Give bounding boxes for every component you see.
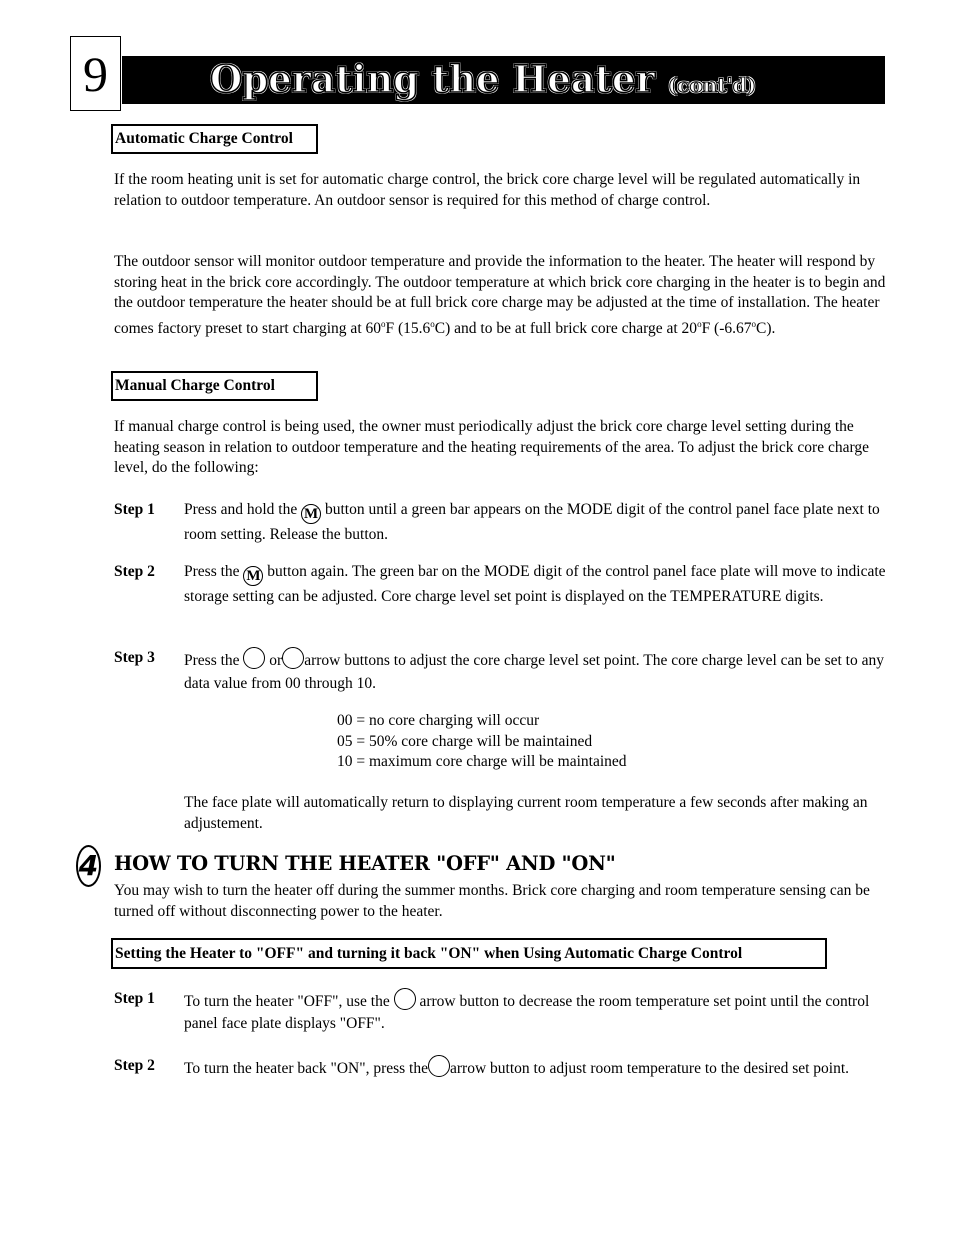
automatic-para-1	[114, 170, 889, 211]
degree-mark-1: o	[381, 319, 386, 330]
off-step-1-text	[184, 988, 889, 1035]
off-on-automatic-label: Setting the Heater to "OFF" and turning it back "ON" when Using Automatic Charge Control	[111, 938, 827, 969]
degree-mark-4: o	[751, 319, 757, 330]
manual-step-1-text	[184, 499, 889, 545]
off-step-1-after: arrow button to decrease the room temperature set point until the control panel face plate displays "OFF".	[184, 993, 870, 1032]
automatic-para-2-text	[114, 252, 889, 340]
off-step-1-before: To turn the heater "OFF", use the	[184, 993, 394, 1010]
step-3-after: arrow buttons to adjust the core charge level set point. The core charge level can be set to any data value from 00 through 10.	[184, 652, 884, 692]
on-step-2-text	[184, 1055, 889, 1080]
section4-intro	[114, 881, 889, 922]
charge-level-item: 05 = 50% core charge will be maintained	[337, 732, 593, 750]
off-step-1-label: Step 1	[114, 990, 155, 1007]
charge-level-item: 00 = no core charging will occur	[337, 712, 540, 729]
step-1-before: Press and hold the	[184, 501, 302, 518]
step-3-middle: or	[265, 652, 283, 669]
down-arrow-button-icon	[394, 988, 416, 1010]
manual-step-2-label: Step 2	[114, 563, 155, 580]
manual-step-3-text	[184, 647, 889, 695]
down-arrow-button-icon	[282, 647, 304, 669]
faceplate-note-text: The face plate will automatically return to displaying current room temperature a few seconds after making an adjustement.	[184, 794, 868, 832]
para2-part-c: C) and to be at full brick core charge at 20	[434, 320, 698, 338]
degree-mark-2: o	[430, 319, 435, 330]
page-title-suffix: (cont'd)	[667, 73, 757, 97]
automatic-para-2	[114, 252, 889, 340]
manual-intro	[114, 417, 889, 479]
mode-button-icon: M	[301, 504, 321, 524]
automatic-para-1-text: If the room heating unit is set for automatic charge control, the brick core charge level will be regulated automatically in relation to outdoor temperature. An outdoor sensor is required for this method of charge control.	[114, 171, 861, 209]
section-number-badge: 4	[76, 845, 101, 887]
manual-step-1-label: Step 1	[114, 501, 155, 518]
manual-step-2-text	[184, 561, 889, 607]
step-2-before: Press the	[184, 563, 244, 580]
step-2-after: button again. The green bar on the MODE digit of the control panel face plate will move to indicate storage setting can be adjusted. Core charge level set point is displayed on the TEMPERATURE digits.	[184, 563, 886, 605]
page-title	[210, 55, 756, 103]
chapter-number: 9	[70, 36, 121, 111]
para2-part-a: The outdoor sensor will monitor outdoor temperature and provide the information to the heater. The heater will respond by storing heat in the brick core accordingly. The outdoor temperature at which brick core charging in the heater is to begin and the outdoor temperature the heater should be at full brick core charge may be adjusted at the time of installation. The heater comes factory preset to start charging at 60	[114, 253, 886, 338]
section4-intro-text: You may wish to turn the heater off during the summer months. Brick core charging and room temperature sensing can be turned off without disconnecting power to the heater.	[114, 882, 870, 920]
step-1-after: button until a green bar appears on the MODE digit of the control panel face plate next to room setting. Release the button.	[184, 501, 880, 543]
automatic-charge-label: Automatic Charge Control	[111, 124, 318, 154]
para2-part-d: F (-6.67	[701, 320, 752, 338]
degree-mark-3: o	[697, 319, 702, 330]
step-3-before: Press the	[184, 652, 244, 669]
up-arrow-button-icon	[243, 647, 265, 669]
faceplate-note	[184, 793, 889, 834]
on-step-2-label: Step 2	[114, 1057, 155, 1074]
para2-part-b: F (15.6	[385, 320, 431, 338]
page-title-main: Operating the Heater	[210, 57, 655, 101]
charge-level-item: 10 = maximum core charge will be maintained	[337, 753, 627, 771]
charge-levels-list	[337, 711, 627, 773]
up-arrow-button-icon	[428, 1055, 450, 1077]
manual-charge-label: Manual Charge Control	[111, 371, 318, 401]
para2-part-e: C).	[756, 320, 776, 338]
mode-button-icon: M	[243, 566, 263, 586]
on-step-2-after: arrow button to adjust room temperature to the desired set point.	[450, 1060, 850, 1077]
manual-intro-text: If manual charge control is being used, the owner must periodically adjust the brick core charge level setting during the heating season in relation to outdoor temperature and the heating requirements of the area. To adjust the brick core charge level, do the following:	[114, 418, 869, 477]
manual-step-3-label: Step 3	[114, 649, 155, 666]
on-step-2-before: To turn the heater back "ON", press the	[184, 1060, 428, 1077]
section-title: HOW TO TURN THE HEATER "OFF" AND "ON"	[114, 852, 616, 875]
